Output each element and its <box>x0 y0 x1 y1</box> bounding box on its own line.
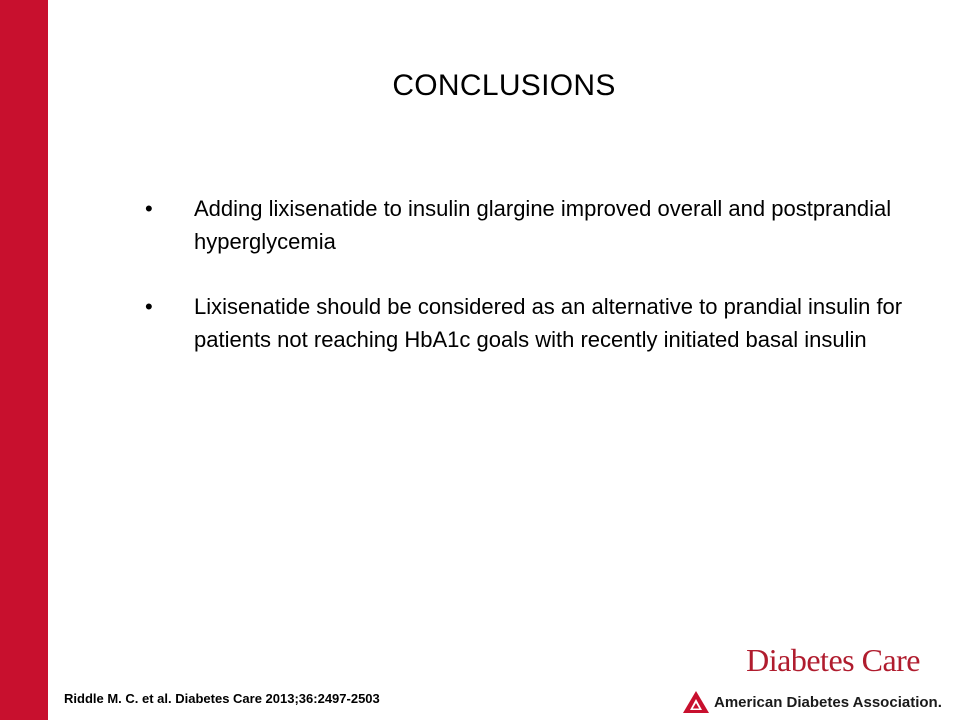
bullet-item <box>145 192 905 258</box>
bullet-text: Adding lixisenatide to insulin glargine improved overall and postprandial hyperglycemia <box>194 196 892 254</box>
journal-logo: Diabetes Care <box>746 642 920 678</box>
bullet-list <box>145 192 905 388</box>
bullet-text: Lixisenatide should be considered as an alternative to prandial insulin for patients not reaching HbA1c goals with recently initiated basal insulin <box>194 294 903 352</box>
ada-triangle-logo-icon <box>683 691 709 713</box>
association-name: American Diabetes Association. <box>714 693 942 711</box>
slide-title: CONCLUSIONS <box>392 69 616 102</box>
bullet-marker: • <box>145 294 153 319</box>
accent-sidebar-bar <box>0 0 48 720</box>
citation: Riddle M. C. et al. Diabetes Care 2013;36:2497-2503 <box>64 691 380 706</box>
ada-logo <box>683 690 942 714</box>
bullet-item <box>145 290 905 356</box>
bullet-marker: • <box>145 196 153 221</box>
